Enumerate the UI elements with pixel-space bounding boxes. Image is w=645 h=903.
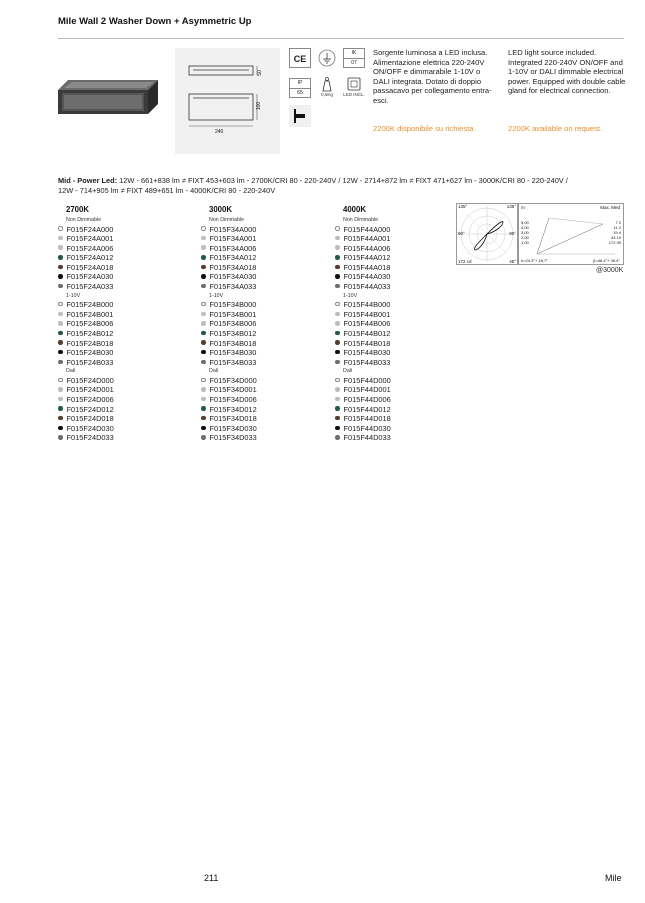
finish-color-icon bbox=[201, 245, 206, 250]
finish-color-icon bbox=[58, 435, 63, 440]
finish-color-icon bbox=[335, 321, 340, 326]
finish-color-icon bbox=[58, 274, 63, 279]
product-code-row bbox=[201, 395, 321, 405]
product-code: F015F44B012 bbox=[343, 328, 391, 338]
product-code: F015F24A000 bbox=[66, 224, 114, 234]
finish-color-icon bbox=[335, 350, 340, 355]
product-code-row bbox=[58, 385, 178, 395]
product-code: F015F24B012 bbox=[66, 328, 114, 338]
product-code: F015F34D001 bbox=[209, 385, 257, 395]
finish-color-icon bbox=[335, 378, 340, 383]
group-label: 1-10V bbox=[66, 292, 81, 299]
product-code-row bbox=[58, 348, 178, 358]
finish-color-icon bbox=[58, 378, 63, 383]
polar-cd: 172 cd bbox=[458, 259, 472, 264]
group-label: Non Dimmable bbox=[343, 217, 379, 223]
product-code: F015F44A000 bbox=[343, 224, 391, 234]
product-code: F015F24A030 bbox=[66, 272, 114, 282]
finish-color-icon bbox=[335, 406, 340, 411]
product-code: F015F44B000 bbox=[343, 300, 391, 310]
ip-label: IP bbox=[290, 79, 310, 89]
finish-color-icon bbox=[58, 245, 63, 250]
product-code: F015F34D006 bbox=[209, 395, 257, 404]
product-code: F015F34B030 bbox=[209, 348, 257, 358]
product-code-row bbox=[335, 405, 455, 415]
dimension-lines bbox=[175, 48, 280, 154]
finish-color-icon bbox=[58, 255, 63, 260]
finish-color-icon bbox=[201, 236, 206, 241]
product-code: F015F34A000 bbox=[209, 224, 257, 234]
group-label: 1-10V bbox=[343, 292, 358, 299]
table-row-values: 43 10 bbox=[610, 235, 621, 240]
product-code-row bbox=[201, 329, 321, 339]
finish-color-icon bbox=[58, 350, 63, 355]
table-rows bbox=[521, 220, 529, 245]
product-code-row bbox=[201, 300, 321, 310]
finish-color-icon bbox=[58, 321, 63, 326]
group-label: Dali bbox=[66, 368, 76, 375]
product-code-row bbox=[58, 282, 178, 292]
product-code-row bbox=[335, 424, 455, 434]
product-code-row bbox=[201, 282, 321, 292]
product-code: F015F24D012 bbox=[66, 404, 114, 414]
finish-color-icon bbox=[201, 226, 206, 231]
illuminance-table bbox=[518, 203, 624, 265]
product-code-row bbox=[58, 300, 178, 310]
group-label: Dali bbox=[343, 368, 353, 375]
product-code: F015F34A001 bbox=[209, 234, 257, 244]
group-label: Dali bbox=[209, 368, 219, 375]
product-photo bbox=[58, 80, 158, 114]
page-title: Mile Wall 2 Washer Down + Asymmetric Up bbox=[58, 16, 252, 27]
product-code-row bbox=[58, 395, 178, 405]
group-label: Non Dimmable bbox=[209, 217, 245, 223]
product-code-row bbox=[201, 348, 321, 358]
product-code: F015F34B012 bbox=[209, 328, 257, 338]
code-column-3000k bbox=[201, 205, 321, 443]
product-code-row bbox=[58, 358, 178, 368]
product-code-row bbox=[58, 319, 178, 329]
finish-color-icon bbox=[58, 387, 63, 392]
finish-color-icon bbox=[58, 284, 63, 289]
note-italian: 2200K disponibile su richiesta. bbox=[373, 124, 476, 133]
finish-color-icon bbox=[201, 340, 206, 345]
product-code-row bbox=[201, 358, 321, 368]
finish-color-icon bbox=[335, 312, 340, 317]
product-code-row bbox=[58, 376, 178, 386]
finish-color-icon bbox=[201, 321, 206, 326]
product-code-row bbox=[335, 300, 455, 310]
product-code-row bbox=[58, 414, 178, 424]
product-code-row bbox=[201, 272, 321, 282]
product-code-row bbox=[201, 225, 321, 235]
product-code: F015F44B001 bbox=[343, 309, 391, 319]
finish-color-icon bbox=[201, 274, 206, 279]
description-english: LED light source included. Integrated 220-240V ON/OFF and 1-10V or DALI dimmable electrical power. Equipped with double cable gland for electrical connection. bbox=[508, 48, 626, 96]
column-temperature: 2700K bbox=[66, 205, 89, 214]
product-code: F015F24B033 bbox=[66, 357, 114, 367]
product-code: F015F34A006 bbox=[209, 243, 257, 253]
weight-label: 0,6Kg bbox=[321, 92, 333, 97]
product-code-row bbox=[58, 225, 178, 235]
product-code-row bbox=[335, 358, 455, 368]
product-code-row bbox=[201, 319, 321, 329]
product-code: F015F24D030 bbox=[66, 423, 114, 433]
title-divider bbox=[58, 38, 624, 39]
product-code: F015F44D033 bbox=[343, 433, 391, 443]
product-code: F015F44D018 bbox=[343, 414, 391, 424]
product-code: F015F34A012 bbox=[209, 253, 257, 263]
product-code-row bbox=[201, 385, 321, 395]
product-code: F015F44D030 bbox=[343, 423, 391, 433]
product-code-row bbox=[335, 263, 455, 273]
specs-block bbox=[58, 176, 628, 196]
finish-color-icon bbox=[201, 331, 206, 336]
product-code-row bbox=[201, 253, 321, 263]
polar-curve bbox=[457, 204, 517, 264]
product-code: F015F34B033 bbox=[209, 357, 257, 367]
finish-color-icon bbox=[58, 360, 63, 365]
finish-color-icon bbox=[58, 426, 63, 431]
product-code: F015F44A030 bbox=[343, 272, 391, 282]
product-code-row bbox=[335, 244, 455, 254]
product-code-row bbox=[335, 310, 455, 320]
product-code-row bbox=[58, 263, 178, 273]
finish-color-icon bbox=[201, 397, 206, 402]
finish-color-icon bbox=[335, 360, 340, 365]
product-code-row bbox=[335, 319, 455, 329]
finish-color-icon bbox=[335, 416, 340, 421]
product-code-row bbox=[335, 339, 455, 349]
product-code-row bbox=[201, 414, 321, 424]
finish-color-icon bbox=[58, 331, 63, 336]
product-code-row bbox=[201, 263, 321, 273]
table-row-distance: 5,00 bbox=[521, 220, 529, 225]
finish-color-icon bbox=[58, 226, 63, 231]
angle-br: 45° bbox=[509, 259, 516, 264]
product-code: F015F24A006 bbox=[66, 243, 114, 253]
product-code-row bbox=[201, 244, 321, 254]
product-code-row bbox=[335, 348, 455, 358]
finish-color-icon bbox=[335, 426, 340, 431]
finish-color-icon bbox=[335, 274, 340, 279]
product-code-row bbox=[335, 234, 455, 244]
product-code-row bbox=[201, 433, 321, 443]
finish-color-icon bbox=[201, 360, 206, 365]
finish-color-icon bbox=[335, 331, 340, 336]
product-code-row bbox=[335, 272, 455, 282]
product-code: F015F34D030 bbox=[209, 423, 257, 433]
product-code: F015F24D033 bbox=[66, 433, 114, 443]
product-code: F015F24D000 bbox=[66, 375, 114, 385]
ground-icon bbox=[316, 48, 338, 68]
product-code-row bbox=[335, 433, 455, 443]
finish-color-icon bbox=[201, 416, 206, 421]
table-row-values: 172 39 bbox=[608, 240, 621, 245]
finish-color-icon bbox=[58, 340, 63, 345]
column-temperature: 3000K bbox=[209, 205, 232, 214]
finish-color-icon bbox=[58, 302, 63, 307]
code-column-2700k bbox=[58, 205, 178, 443]
product-code: F015F34D033 bbox=[209, 433, 257, 443]
dimension-drawing bbox=[175, 48, 280, 154]
product-code: F015F34A030 bbox=[209, 272, 257, 282]
table-row-distance: 3,00 bbox=[521, 230, 529, 235]
product-code: F015F44A018 bbox=[343, 262, 391, 272]
photometry-caption: @3000K bbox=[596, 267, 624, 274]
product-code: F015F24B018 bbox=[66, 338, 114, 348]
finish-color-icon bbox=[201, 387, 206, 392]
product-code: F015F44B033 bbox=[343, 357, 391, 367]
table-row-values: 19 4 bbox=[613, 230, 621, 235]
product-code: F015F24B006 bbox=[66, 319, 114, 329]
product-code-row bbox=[335, 414, 455, 424]
finish-color-icon bbox=[58, 265, 63, 270]
dim-height-top: 50 bbox=[256, 70, 263, 76]
angle-r: 90° bbox=[509, 231, 516, 236]
finish-color-icon bbox=[201, 350, 206, 355]
table-values bbox=[605, 220, 621, 245]
finish-color-icon bbox=[201, 312, 206, 317]
finish-color-icon bbox=[58, 312, 63, 317]
product-code: F015F44A012 bbox=[343, 253, 391, 263]
product-code: F015F34B006 bbox=[209, 319, 257, 329]
finish-color-icon bbox=[201, 378, 206, 383]
product-code-row bbox=[201, 310, 321, 320]
finish-color-icon bbox=[201, 284, 206, 289]
product-code: F015F44B030 bbox=[343, 348, 391, 358]
product-code: F015F34D000 bbox=[209, 375, 257, 385]
polar-diagram bbox=[456, 203, 518, 265]
ip-value: 65 bbox=[297, 90, 303, 96]
finish-color-icon bbox=[58, 397, 63, 402]
product-code-row bbox=[58, 405, 178, 415]
finish-color-icon bbox=[335, 226, 340, 231]
product-code: F015F44A033 bbox=[343, 282, 391, 292]
product-code: F015F24D006 bbox=[66, 395, 114, 404]
product-code-row bbox=[58, 329, 178, 339]
product-code-row bbox=[335, 395, 455, 405]
angle-l: 90° bbox=[458, 231, 465, 236]
finish-color-icon bbox=[335, 236, 340, 241]
product-code-row bbox=[58, 253, 178, 263]
product-code: F015F24B030 bbox=[66, 348, 114, 358]
product-code-row bbox=[335, 385, 455, 395]
finish-color-icon bbox=[335, 245, 340, 250]
specs-label: Mid - Power Led: bbox=[58, 176, 118, 185]
product-code: F015F34B000 bbox=[209, 300, 257, 310]
product-code: F015F24D018 bbox=[66, 414, 114, 424]
product-code: F015F34A018 bbox=[209, 262, 257, 272]
product-code-row bbox=[58, 339, 178, 349]
table-row-distance: 1,00 bbox=[521, 240, 529, 245]
product-code-row bbox=[335, 225, 455, 235]
finish-color-icon bbox=[335, 284, 340, 289]
ik-rating-icon bbox=[343, 48, 365, 68]
product-code: F015F34B018 bbox=[209, 338, 257, 348]
section-name: Mile bbox=[605, 873, 622, 883]
note-english: 2200K available on request. bbox=[508, 124, 603, 133]
product-code: F015F44A001 bbox=[343, 234, 391, 244]
table-row-values: 7 2 bbox=[615, 220, 621, 225]
product-code: F015F44A006 bbox=[343, 243, 391, 253]
angle-tl: 135° bbox=[458, 204, 468, 209]
table-row-distance: 2,00 bbox=[521, 235, 529, 240]
product-code-row bbox=[201, 234, 321, 244]
product-code-row bbox=[201, 376, 321, 386]
product-code: F015F34D012 bbox=[209, 404, 257, 414]
finish-color-icon bbox=[335, 302, 340, 307]
product-code-row bbox=[335, 282, 455, 292]
product-code: F015F34A033 bbox=[209, 282, 257, 292]
product-code: F015F44D001 bbox=[343, 385, 391, 395]
finish-color-icon bbox=[335, 435, 340, 440]
dim-height-bottom: 100 bbox=[256, 101, 263, 111]
product-code: F015F34B001 bbox=[209, 309, 257, 319]
code-column-4000k bbox=[335, 205, 455, 443]
finish-color-icon bbox=[335, 397, 340, 402]
product-code-row bbox=[58, 424, 178, 434]
finish-color-icon bbox=[58, 416, 63, 421]
angle-tr: 135° bbox=[506, 204, 516, 209]
product-code-row bbox=[201, 424, 321, 434]
dim-width: 240 bbox=[215, 129, 224, 135]
finish-color-icon bbox=[335, 265, 340, 270]
finish-color-icon bbox=[58, 236, 63, 241]
wall-mount-icon bbox=[289, 105, 311, 127]
product-code: F015F44D000 bbox=[343, 375, 391, 385]
column-temperature: 4000K bbox=[343, 205, 366, 214]
product-code-row bbox=[58, 310, 178, 320]
product-code: F015F24A012 bbox=[66, 253, 114, 263]
group-label: 1-10V bbox=[209, 292, 224, 299]
product-code: F015F44B018 bbox=[343, 338, 391, 348]
finish-color-icon bbox=[201, 426, 206, 431]
finish-color-icon bbox=[201, 406, 206, 411]
ik-value: 07 bbox=[351, 60, 357, 66]
table-foot-right: β=46,4°+ 45,4° bbox=[593, 258, 620, 263]
product-code-row bbox=[58, 272, 178, 282]
product-code-row bbox=[335, 376, 455, 386]
product-code: F015F44B006 bbox=[343, 319, 391, 329]
product-code-row bbox=[58, 244, 178, 254]
table-unit-label: m bbox=[521, 205, 525, 210]
page-number: 211 bbox=[204, 873, 219, 883]
group-label: Non Dimmable bbox=[66, 217, 102, 223]
product-code-row bbox=[201, 405, 321, 415]
led-included-icon bbox=[343, 76, 365, 92]
product-code: F015F34D018 bbox=[209, 414, 257, 424]
finish-color-icon bbox=[201, 255, 206, 260]
finish-color-icon bbox=[201, 302, 206, 307]
finish-color-icon bbox=[201, 265, 206, 270]
product-code: F015F44D012 bbox=[343, 404, 391, 414]
product-code: F015F44D006 bbox=[343, 395, 391, 404]
table-row-values: 11 2 bbox=[613, 225, 621, 230]
weight-icon bbox=[316, 76, 338, 92]
product-code: F015F24A018 bbox=[66, 262, 114, 272]
product-code-row bbox=[201, 339, 321, 349]
product-code: F015F24D001 bbox=[66, 385, 114, 395]
product-code-row bbox=[58, 234, 178, 244]
finish-color-icon bbox=[58, 406, 63, 411]
specs-line-2: 12W - 714+905 lm ≠ FIXT 489+651 lm - 4000K/CRI 80 - 220-240V bbox=[58, 186, 276, 195]
table-max-label: Max. Med bbox=[600, 205, 620, 210]
finish-color-icon bbox=[201, 435, 206, 440]
ce-icon: CE bbox=[289, 48, 311, 68]
led-included-label: LED INCL. bbox=[343, 92, 365, 97]
finish-color-icon bbox=[335, 387, 340, 392]
specs-line-1: 12W - 661+838 lm ≠ FIXT 453+603 lm - 2700K/CRI 80 - 220-240V / 12W - 2714+872 lm ≠ FIXT 471+627 lm - 3000K/CRI 80 - 220-240V / bbox=[117, 176, 568, 185]
product-code: F015F24A001 bbox=[66, 234, 114, 244]
product-code: F015F24A033 bbox=[66, 282, 114, 292]
table-foot-left: h=24,3°+ 18,7° bbox=[521, 258, 548, 263]
product-code-row bbox=[58, 433, 178, 443]
finish-color-icon bbox=[335, 340, 340, 345]
description-italian: Sorgente luminosa a LED inclusa. Alimentazione elettrica 220-240V ON/OFF e dimmarabile 1-10V o DALI integrata. Dotato di doppio passacavo per collegamento entra-esci. bbox=[373, 48, 492, 105]
ik-label: IK bbox=[344, 49, 364, 59]
table-row-distance: 4,00 bbox=[521, 225, 529, 230]
product-code: F015F24B000 bbox=[66, 300, 114, 310]
product-code: F015F24B001 bbox=[66, 309, 114, 319]
finish-color-icon bbox=[335, 255, 340, 260]
product-code-row bbox=[335, 253, 455, 263]
ip-rating-icon bbox=[289, 78, 311, 98]
product-code-row bbox=[335, 329, 455, 339]
